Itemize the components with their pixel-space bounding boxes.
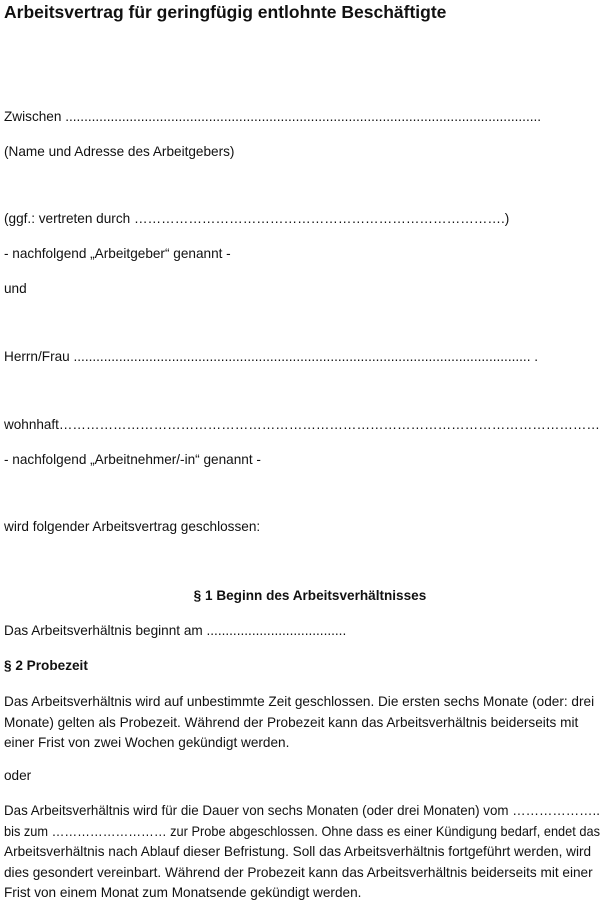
paragraph-line: Arbeitsverhältnis nach Ablauf dieser Befristung. Soll das Arbeitsverhältnis fortgeführt werden, wird bbox=[4, 844, 592, 859]
section-1-heading: § 1 Beginn des Arbeitsverhältnisses bbox=[193, 588, 427, 603]
employer-designation: - nachfolgend „Arbeitgeber“ genannt - bbox=[4, 246, 231, 261]
paragraph-line: Monate) gelten als Probezeit. Während der Probezeit kann das Arbeitsverhältnis beiderseits mit bbox=[4, 714, 579, 730]
residence-line: wohnhaft………………………………………………………………………………………………………… bbox=[4, 417, 600, 432]
paragraph-line: dies gesondert vereinbart. Während der Probezeit kann das Arbeitsverhältnis beiderseits mit einer bbox=[4, 864, 593, 880]
section-2-option-2 bbox=[4, 801, 600, 904]
contract-phrase: wird folgender Arbeitsvertrag geschlossen: bbox=[4, 519, 261, 534]
document-title: Arbeitsvertrag für geringfügig entlohnte Beschäftigte bbox=[4, 2, 447, 22]
paragraph-line: bis zum ……………………… zur Probe abgeschlossen. Ohne dass es einer Kündigung bedarf, endet das bbox=[4, 823, 600, 839]
section-2-heading: § 2 Probezeit bbox=[4, 658, 88, 673]
employee-designation: - nachfolgend „Arbeitnehmer/-in“ genannt - bbox=[4, 452, 261, 467]
paragraph-line: Frist von einem Monat zum Monatsende gekündigt werden. bbox=[4, 885, 362, 900]
paragraph-line: Das Arbeitsverhältnis wird auf unbestimmte Zeit geschlossen. Die ersten sechs Monate (oder: drei bbox=[4, 694, 595, 709]
employer-name-hint: (Name und Adresse des Arbeitgebers) bbox=[4, 144, 235, 159]
paragraph-line: Das Arbeitsverhältnis wird für die Dauer von sechs Monaten (oder drei Monaten) vom ……………….. bbox=[4, 803, 600, 818]
represented-by-line: (ggf.: vertreten durch ……………………………………………………………………….) bbox=[4, 211, 510, 226]
section-2-option-1 bbox=[4, 692, 600, 754]
employee-line: Herrn/Frau ......................................................................................................................... . bbox=[4, 349, 539, 364]
paragraph-line: einer Frist von zwei Wochen gekündigt werden. bbox=[4, 735, 290, 750]
between-line: Zwischen .............................................................................................................................. bbox=[4, 109, 542, 124]
section-1-text: Das Arbeitsverhältnis beginnt am ..................................... bbox=[4, 623, 347, 638]
or-word: oder bbox=[4, 768, 32, 783]
and-word: und bbox=[4, 281, 27, 296]
